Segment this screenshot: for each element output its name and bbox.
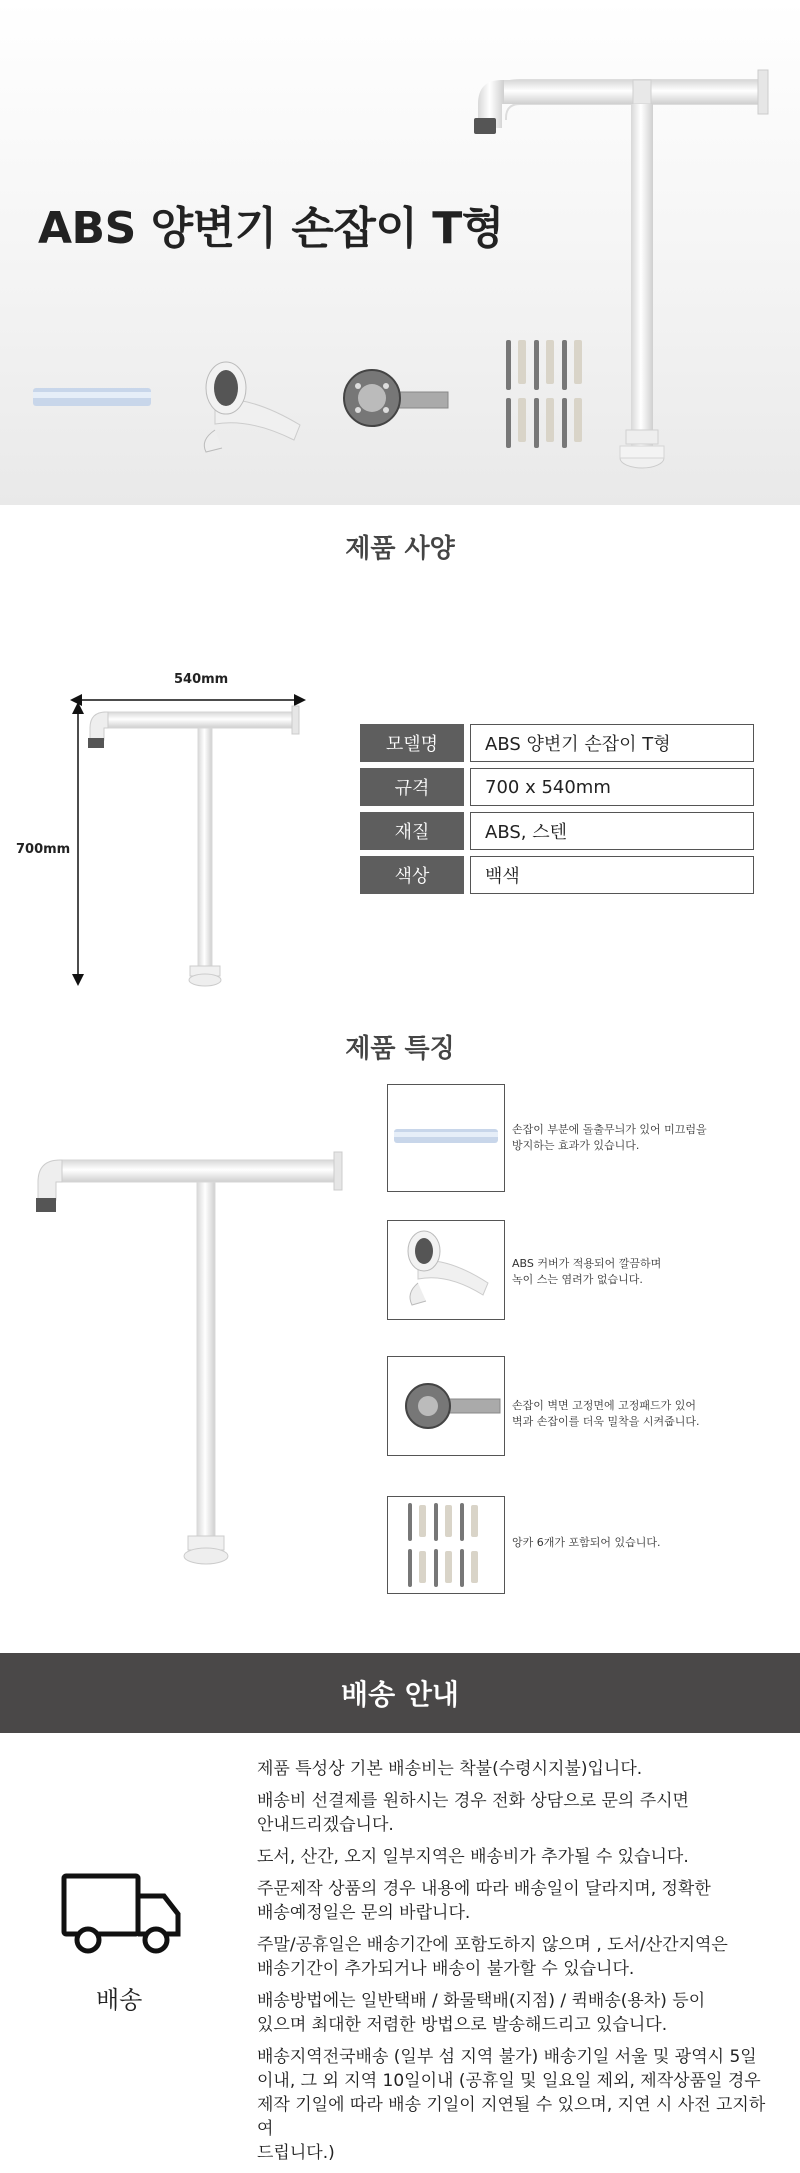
abs-cover-thumbnail	[388, 1221, 504, 1319]
features-section-title: 제품 특징	[345, 1034, 455, 1064]
height-dimension-label: 700mm	[16, 842, 71, 857]
spec-section-title: 제품 사양	[345, 534, 455, 564]
features-product-image	[0, 1140, 360, 1580]
spec-key: 모델명	[360, 724, 464, 762]
spec-key: 규격	[360, 768, 464, 806]
delivery-paragraph: 주말/공휴일은 배송기간에 포함도하지 않으며 , 도서/산간지역은 배송기간이 추가되거나 배송이 불가할 수 있습니다.	[257, 1935, 728, 1979]
feature-description: 손잡이 부분에 돌출무늬가 있어 미끄럼을 방지하는 효과가 있습니다.	[512, 1123, 707, 1152]
delivery-info-list	[257, 1757, 777, 2173]
feature-image-box	[387, 1084, 505, 1192]
spec-value: ABS, 스텐	[470, 812, 754, 850]
feature-description: 손잡이 벽면 고정면에 고정패드가 있어 벽과 손잡이를 더욱 밀착을 시켜줍니다.	[512, 1399, 700, 1428]
spec-value: 백색	[470, 856, 754, 894]
dimension-diagram	[0, 660, 340, 1000]
t-handle-diagram	[88, 706, 299, 986]
mount-pad-image	[344, 370, 448, 426]
spec-row	[360, 812, 754, 850]
spec-key: 색상	[360, 856, 464, 894]
hero-banner	[0, 0, 800, 505]
delivery-section-title: 배송 안내	[0, 1653, 800, 1733]
product-title: ABS 양변기 손잡이 T형	[38, 203, 504, 254]
anchor-screws-thumbnail	[388, 1497, 504, 1593]
spec-value: 700 x 540mm	[470, 768, 754, 806]
grip-bar-thumbnail	[388, 1085, 504, 1191]
spec-row	[360, 768, 754, 806]
feature-image-box	[387, 1496, 505, 1594]
truck-icon	[60, 1870, 190, 1960]
delivery-paragraph: 배송방법에는 일반택배 / 화물택배(지점) / 퀵배송(용차) 등이 있으며 최대한 저렴한 방법으로 발송해드리고 있습니다.	[257, 1991, 706, 2035]
feature-image-box	[387, 1356, 505, 1456]
spec-key: 재질	[360, 812, 464, 850]
delivery-paragraph: 도서, 산간, 오지 일부지역은 배송비가 추가될 수 있습니다.	[257, 1847, 689, 1867]
delivery-paragraph: 배송비 선결제를 원하시는 경우 전화 상담으로 문의 주시면 안내드리겠습니다.	[257, 1791, 689, 1835]
feature-description: 앙카 6개가 포함되어 있습니다.	[512, 1536, 661, 1549]
spec-table	[360, 724, 754, 900]
feature-description: ABS 커버가 적용되어 깔끔하며 녹이 스는 염려가 없습니다.	[512, 1257, 662, 1286]
width-dimension-label: 540mm	[174, 672, 229, 687]
grip-bar-image	[33, 388, 151, 406]
delivery-paragraph: 제품 특성상 기본 배송비는 착불(수령시지불)입니다.	[257, 1759, 643, 1779]
delivery-label: 배송	[96, 1986, 143, 2014]
mount-pad-thumbnail	[388, 1357, 504, 1455]
feature-image-box	[387, 1220, 505, 1320]
abs-cover-image	[204, 362, 300, 452]
spec-value: ABS 양변기 손잡이 T형	[470, 724, 754, 762]
spec-row	[360, 856, 754, 894]
delivery-paragraph: 배송지역전국배송 (일부 섬 지역 불가) 배송기일 서울 및 광역시 5일 이내, 그 외 지역 10일이내 (공휴일 및 일요일 제외, 제작상품일 경우 제작 기일에 따라 배송 기일이 지연될 수 있으며, 지연 시 사전 고지하여 드립니다.)	[257, 2047, 766, 2163]
spec-row	[360, 724, 754, 762]
delivery-paragraph: 주문제작 상품의 경우 내용에 따라 배송일이 달라지며, 정확한 배송예정일은 문의 바랍니다.	[257, 1879, 711, 1923]
anchor-screws-image	[506, 340, 582, 448]
